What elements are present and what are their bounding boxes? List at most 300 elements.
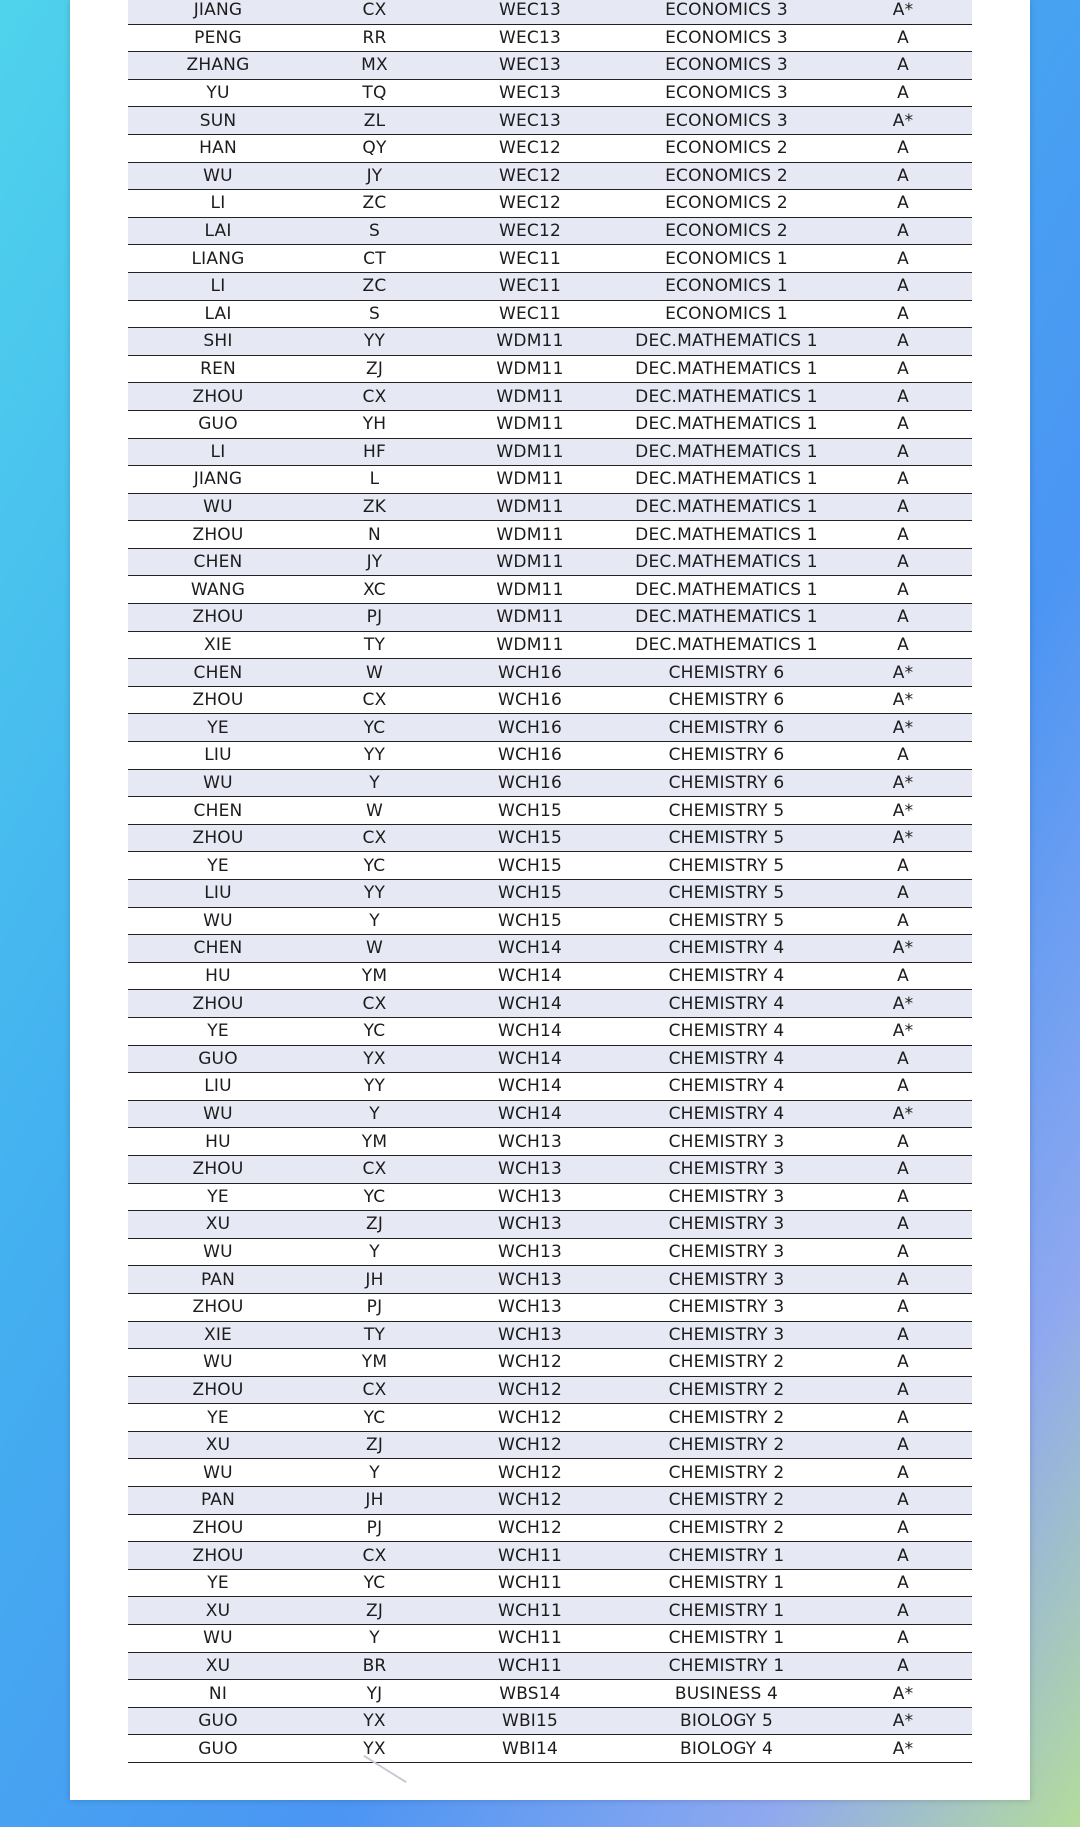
surname-cell: YU <box>206 83 230 104</box>
table-row <box>128 686 972 714</box>
unit-code-cell: WCH14 <box>497 938 563 959</box>
grade-cell: A <box>897 1297 909 1318</box>
subject-cell: DEC.MATHEMATICS 1 <box>635 607 818 628</box>
table-row <box>128 769 972 797</box>
grade-cell: A* <box>892 717 914 738</box>
table-row <box>128 1652 972 1680</box>
subject-cell: ECONOMICS 3 <box>665 55 788 76</box>
surname-cell: ZHOU <box>192 1517 244 1538</box>
grade-cell: A <box>897 1186 909 1207</box>
unit-code-cell: WDM11 <box>496 496 564 517</box>
unit-code-cell: WCH15 <box>497 910 563 931</box>
grade-cell: A <box>897 221 909 242</box>
unit-code-cell: WEC11 <box>498 248 562 269</box>
grade-cell: A <box>897 1131 909 1152</box>
unit-code-cell: WEC13 <box>498 0 562 21</box>
unit-code-cell: WCH11 <box>497 1600 563 1621</box>
initials-cell: YY <box>363 745 386 766</box>
table-row <box>128 1183 972 1211</box>
unit-code-cell: WBI15 <box>501 1711 559 1732</box>
grade-cell: A <box>897 524 909 545</box>
unit-code-cell: WCH13 <box>497 1131 563 1152</box>
initials-cell: PJ <box>366 1297 383 1318</box>
table-row <box>128 962 972 990</box>
subject-cell: CHEMISTRY 3 <box>668 1159 785 1180</box>
initials-cell: PJ <box>366 1517 383 1538</box>
table-row <box>128 1458 972 1486</box>
initials-cell: YY <box>363 883 386 904</box>
surname-cell: LAI <box>204 303 232 324</box>
subject-cell: BIOLOGY 5 <box>679 1711 774 1732</box>
surname-cell: CHEN <box>193 662 243 683</box>
initials-cell: JH <box>365 1490 384 1511</box>
initials-cell: W <box>365 938 383 959</box>
surname-cell: JIANG <box>193 469 243 490</box>
table-row <box>128 1210 972 1238</box>
grade-cell: A <box>897 1076 909 1097</box>
unit-code-cell: WCH12 <box>497 1462 563 1483</box>
unit-code-cell: WCH12 <box>497 1407 563 1428</box>
subject-cell: ECONOMICS 1 <box>665 276 788 297</box>
subject-cell: CHEMISTRY 3 <box>668 1131 785 1152</box>
initials-cell: S <box>369 303 380 324</box>
surname-cell: YE <box>207 1186 229 1207</box>
table-row <box>128 989 972 1017</box>
subject-cell: CHEMISTRY 2 <box>668 1435 785 1456</box>
table-row <box>128 1293 972 1321</box>
table-row <box>128 1321 972 1349</box>
grade-cell: A <box>897 27 909 48</box>
grade-cell: A* <box>892 772 914 793</box>
initials-cell: YM <box>361 966 388 987</box>
table-row <box>128 1541 972 1569</box>
surname-cell: LIANG <box>191 248 245 269</box>
grade-cell: A <box>897 441 909 462</box>
unit-code-cell: WCH14 <box>497 1076 563 1097</box>
grade-cell: A* <box>892 1683 914 1704</box>
subject-cell: DEC.MATHEMATICS 1 <box>635 579 818 600</box>
grade-cell: A <box>897 552 909 573</box>
unit-code-cell: WCH11 <box>497 1573 563 1594</box>
table-row <box>128 1431 972 1459</box>
surname-cell: LI <box>210 193 226 214</box>
grade-cell: A <box>897 855 909 876</box>
table-row <box>128 1486 972 1514</box>
grade-cell: A* <box>892 828 914 849</box>
grade-cell: A <box>897 883 909 904</box>
grade-cell: A* <box>892 993 914 1014</box>
subject-cell: CHEMISTRY 3 <box>668 1214 785 1235</box>
subject-cell: CHEMISTRY 5 <box>668 800 785 821</box>
subject-cell: ECONOMICS 3 <box>665 83 788 104</box>
unit-code-cell: WDM11 <box>496 634 564 655</box>
initials-cell: CX <box>362 386 387 407</box>
initials-cell: YH <box>362 414 387 435</box>
unit-code-cell: WCH11 <box>497 1655 563 1676</box>
surname-cell: XU <box>205 1600 231 1621</box>
surname-cell: CHEN <box>193 800 243 821</box>
initials-cell: ZC <box>362 193 387 214</box>
grade-cell: A <box>897 1545 909 1566</box>
grade-cell: A <box>897 1214 909 1235</box>
table-row <box>128 106 972 134</box>
grade-cell: A <box>897 1462 909 1483</box>
table-row <box>128 1045 972 1073</box>
grade-cell: A* <box>892 110 914 131</box>
table-row <box>128 134 972 162</box>
unit-code-cell: WBS14 <box>499 1683 561 1704</box>
table-row <box>128 934 972 962</box>
table-row <box>128 713 972 741</box>
surname-cell: WU <box>203 1628 233 1649</box>
table-row <box>128 1127 972 1155</box>
surname-cell: WU <box>203 496 233 517</box>
table-row <box>128 907 972 935</box>
surname-cell: XU <box>205 1655 231 1676</box>
surname-cell: ZHOU <box>192 1545 244 1566</box>
unit-code-cell: WCH16 <box>497 745 563 766</box>
initials-cell: YY <box>363 1076 386 1097</box>
grade-cell: A <box>897 910 909 931</box>
unit-code-cell: WDM11 <box>496 359 564 380</box>
subject-cell: CHEMISTRY 1 <box>668 1628 785 1649</box>
table-row <box>128 548 972 576</box>
grade-cell: A* <box>892 800 914 821</box>
subject-cell: CHEMISTRY 1 <box>668 1573 785 1594</box>
initials-cell: ZC <box>362 276 387 297</box>
unit-code-cell: WEC13 <box>498 27 562 48</box>
grade-cell: A <box>897 248 909 269</box>
grade-cell: A <box>897 579 909 600</box>
initials-cell: YC <box>363 1186 386 1207</box>
table-row <box>128 244 972 272</box>
initials-cell: YM <box>361 1352 388 1373</box>
grade-cell: A <box>897 193 909 214</box>
unit-code-cell: WCH14 <box>497 1048 563 1069</box>
surname-cell: ZHOU <box>192 690 244 711</box>
surname-cell: XU <box>205 1435 231 1456</box>
grade-cell: A <box>897 1600 909 1621</box>
grade-cell: A <box>897 1628 909 1649</box>
grade-cell: A <box>897 138 909 159</box>
unit-code-cell: WCH12 <box>497 1352 563 1373</box>
unit-code-cell: WDM11 <box>496 579 564 600</box>
grade-cell: A <box>897 496 909 517</box>
unit-code-cell: WEC13 <box>498 110 562 131</box>
table-row <box>128 189 972 217</box>
grade-cell: A <box>897 634 909 655</box>
subject-cell: ECONOMICS 1 <box>665 303 788 324</box>
initials-cell: BR <box>362 1655 387 1676</box>
subject-cell: CHEMISTRY 5 <box>668 883 785 904</box>
subject-cell: BUSINESS 4 <box>674 1683 779 1704</box>
grade-cell: A <box>897 607 909 628</box>
subject-cell: CHEMISTRY 4 <box>668 966 785 987</box>
subject-cell: ECONOMICS 3 <box>665 27 788 48</box>
unit-code-cell: WCH14 <box>497 993 563 1014</box>
grade-cell: A <box>897 303 909 324</box>
table-row <box>128 24 972 52</box>
initials-cell: ZJ <box>365 1435 384 1456</box>
surname-cell: LIU <box>204 1076 232 1097</box>
grade-cell: A <box>897 359 909 380</box>
subject-cell: ECONOMICS 3 <box>665 0 788 21</box>
surname-cell: YE <box>207 1021 229 1042</box>
surname-cell: PAN <box>200 1490 236 1511</box>
grade-cell: A* <box>892 1104 914 1125</box>
grade-cell: A* <box>892 938 914 959</box>
unit-code-cell: WEC12 <box>498 221 562 242</box>
initials-cell: JY <box>366 552 383 573</box>
table-row <box>128 51 972 79</box>
subject-cell: DEC.MATHEMATICS 1 <box>635 441 818 462</box>
unit-code-cell: WCH11 <box>497 1545 563 1566</box>
surname-cell: WU <box>203 910 233 931</box>
surname-cell: JIANG <box>193 0 243 21</box>
grade-cell: A <box>897 1655 909 1676</box>
initials-cell: L <box>369 469 380 490</box>
subject-cell: CHEMISTRY 3 <box>668 1242 785 1263</box>
unit-code-cell: WBI14 <box>501 1738 559 1759</box>
table-row <box>128 327 972 355</box>
grade-cell: A <box>897 1517 909 1538</box>
unit-code-cell: WEC13 <box>498 83 562 104</box>
initials-cell: ZJ <box>365 1214 384 1235</box>
unit-code-cell: WCH13 <box>497 1214 563 1235</box>
initials-cell: YC <box>363 855 386 876</box>
initials-cell: YC <box>363 717 386 738</box>
subject-cell: CHEMISTRY 2 <box>668 1379 785 1400</box>
subject-cell: CHEMISTRY 6 <box>668 772 785 793</box>
subject-cell: CHEMISTRY 4 <box>668 993 785 1014</box>
initials-cell: YY <box>363 331 386 352</box>
initials-cell: TY <box>363 1324 386 1345</box>
table-row <box>128 879 972 907</box>
table-row <box>128 1624 972 1652</box>
surname-cell: PENG <box>194 27 242 48</box>
initials-cell: TQ <box>362 83 387 104</box>
grade-cell: A <box>897 331 909 352</box>
initials-cell: N <box>368 524 381 545</box>
table-row <box>128 438 972 466</box>
grade-cell: A <box>897 745 909 766</box>
subject-cell: ECONOMICS 2 <box>665 193 788 214</box>
grade-cell: A <box>897 1435 909 1456</box>
subject-cell: CHEMISTRY 5 <box>668 910 785 931</box>
grade-cell: A* <box>892 1738 914 1759</box>
grade-cell: A <box>897 1048 909 1069</box>
initials-cell: CX <box>362 690 387 711</box>
initials-cell: CT <box>363 248 386 269</box>
initials-cell: YJ <box>366 1683 383 1704</box>
initials-cell: S <box>369 221 380 242</box>
unit-code-cell: WDM11 <box>496 331 564 352</box>
initials-cell: W <box>365 800 383 821</box>
subject-cell: DEC.MATHEMATICS 1 <box>635 552 818 573</box>
table-row <box>128 851 972 879</box>
surname-cell: ZHOU <box>192 1297 244 1318</box>
subject-cell: CHEMISTRY 3 <box>668 1324 785 1345</box>
initials-cell: MX <box>361 55 388 76</box>
subject-cell: CHEMISTRY 6 <box>668 690 785 711</box>
surname-cell: WU <box>203 772 233 793</box>
surname-cell: NI <box>208 1683 228 1704</box>
table-row <box>128 824 972 852</box>
table-row <box>128 796 972 824</box>
unit-code-cell: WCH13 <box>497 1269 563 1290</box>
table-row <box>128 79 972 107</box>
subject-cell: CHEMISTRY 2 <box>668 1517 785 1538</box>
surname-cell: WU <box>203 1242 233 1263</box>
grade-cell: A* <box>892 1711 914 1732</box>
surname-cell: ZHOU <box>192 1379 244 1400</box>
unit-code-cell: WCH16 <box>497 772 563 793</box>
surname-cell: REN <box>200 359 236 380</box>
grade-cell: A <box>897 1573 909 1594</box>
table-row <box>128 520 972 548</box>
surname-cell: GUO <box>198 414 238 435</box>
table-row <box>128 658 972 686</box>
unit-code-cell: WCH13 <box>497 1297 563 1318</box>
subject-cell: CHEMISTRY 5 <box>668 828 785 849</box>
grade-cell: A* <box>892 662 914 683</box>
grade-cell: A <box>897 1159 909 1180</box>
initials-cell: XC <box>363 579 386 600</box>
grade-cell: A <box>897 1269 909 1290</box>
initials-cell: Y <box>369 1628 380 1649</box>
table-row <box>128 1403 972 1431</box>
grade-cell: A* <box>892 690 914 711</box>
surname-cell: PAN <box>200 1269 236 1290</box>
unit-code-cell: WCH13 <box>497 1324 563 1345</box>
unit-code-cell: WDM11 <box>496 414 564 435</box>
table-row <box>128 575 972 603</box>
initials-cell: HF <box>363 441 386 462</box>
surname-cell: XU <box>205 1214 231 1235</box>
unit-code-cell: WCH15 <box>497 828 563 849</box>
table-row <box>128 1514 972 1542</box>
subject-cell: DEC.MATHEMATICS 1 <box>635 469 818 490</box>
initials-cell: TY <box>363 634 386 655</box>
unit-code-cell: WDM11 <box>496 524 564 545</box>
surname-cell: XIE <box>203 1324 232 1345</box>
initials-cell: CX <box>362 828 387 849</box>
table-row <box>128 1707 972 1735</box>
unit-code-cell: WCH13 <box>497 1186 563 1207</box>
grade-cell: A <box>897 1324 909 1345</box>
subject-cell: CHEMISTRY 4 <box>668 1076 785 1097</box>
unit-code-cell: WCH14 <box>497 966 563 987</box>
table-row <box>128 300 972 328</box>
surname-cell: LAI <box>204 221 232 242</box>
table-row <box>128 1265 972 1293</box>
grade-cell: A <box>897 1242 909 1263</box>
subject-cell: CHEMISTRY 6 <box>668 745 785 766</box>
unit-code-cell: WCH12 <box>497 1435 563 1456</box>
grade-cell: A <box>897 386 909 407</box>
surname-cell: SUN <box>199 110 237 131</box>
surname-cell: WU <box>203 1352 233 1373</box>
table-row <box>128 1679 972 1707</box>
unit-code-cell: WCH16 <box>497 662 563 683</box>
grade-cell: A <box>897 1379 909 1400</box>
surname-cell: WU <box>203 1104 233 1125</box>
surname-cell: ZHOU <box>192 524 244 545</box>
subject-cell: CHEMISTRY 2 <box>668 1407 785 1428</box>
surname-cell: YE <box>207 1573 229 1594</box>
unit-code-cell: WDM11 <box>496 469 564 490</box>
subject-cell: CHEMISTRY 1 <box>668 1545 785 1566</box>
grade-cell: A <box>897 1407 909 1428</box>
initials-cell: CX <box>362 1545 387 1566</box>
subject-cell: CHEMISTRY 3 <box>668 1269 785 1290</box>
table-row <box>128 410 972 438</box>
table-row <box>128 162 972 190</box>
subject-cell: BIOLOGY 4 <box>679 1738 774 1759</box>
table-row <box>128 741 972 769</box>
initials-cell: ZJ <box>365 1600 384 1621</box>
surname-cell: LIU <box>204 883 232 904</box>
subject-cell: CHEMISTRY 3 <box>668 1297 785 1318</box>
subject-cell: CHEMISTRY 2 <box>668 1462 785 1483</box>
surname-cell: ZHOU <box>192 828 244 849</box>
subject-cell: CHEMISTRY 4 <box>668 1048 785 1069</box>
unit-code-cell: WEC12 <box>498 138 562 159</box>
table-row <box>128 493 972 521</box>
table-row <box>128 1072 972 1100</box>
surname-cell: YE <box>207 717 229 738</box>
grade-cell: A* <box>892 0 914 21</box>
subject-cell: CHEMISTRY 6 <box>668 717 785 738</box>
subject-cell: CHEMISTRY 1 <box>668 1600 785 1621</box>
unit-code-cell: WDM11 <box>496 441 564 462</box>
grade-cell: A <box>897 469 909 490</box>
surname-cell: WANG <box>190 579 246 600</box>
table-row <box>128 1017 972 1045</box>
unit-code-cell: WCH14 <box>497 1021 563 1042</box>
unit-code-cell: WCH15 <box>497 855 563 876</box>
table-row <box>128 272 972 300</box>
unit-code-cell: WCH12 <box>497 1517 563 1538</box>
table-row <box>128 1238 972 1266</box>
surname-cell: WU <box>203 165 233 186</box>
unit-code-cell: WCH13 <box>497 1159 563 1180</box>
initials-cell: JY <box>366 165 383 186</box>
unit-code-cell: WCH16 <box>497 717 563 738</box>
initials-cell: YC <box>363 1573 386 1594</box>
surname-cell: ZHOU <box>192 386 244 407</box>
table-row <box>128 1734 972 1762</box>
surname-cell: ZHOU <box>192 607 244 628</box>
surname-cell: LI <box>210 276 226 297</box>
unit-code-cell: WCH15 <box>497 800 563 821</box>
initials-cell: YX <box>363 1738 386 1759</box>
surname-cell: GUO <box>198 1738 238 1759</box>
unit-code-cell: WCH12 <box>497 1490 563 1511</box>
subject-cell: CHEMISTRY 4 <box>668 938 785 959</box>
surname-cell: LI <box>210 441 226 462</box>
subject-cell: DEC.MATHEMATICS 1 <box>635 359 818 380</box>
table-row <box>128 1596 972 1624</box>
subject-cell: DEC.MATHEMATICS 1 <box>635 331 818 352</box>
initials-cell: YX <box>363 1048 386 1069</box>
grade-cell: A <box>897 165 909 186</box>
initials-cell: CX <box>362 1379 387 1400</box>
subject-cell: CHEMISTRY 6 <box>668 662 785 683</box>
subject-cell: DEC.MATHEMATICS 1 <box>635 496 818 517</box>
unit-code-cell: WCH11 <box>497 1628 563 1649</box>
surname-cell: GUO <box>198 1048 238 1069</box>
